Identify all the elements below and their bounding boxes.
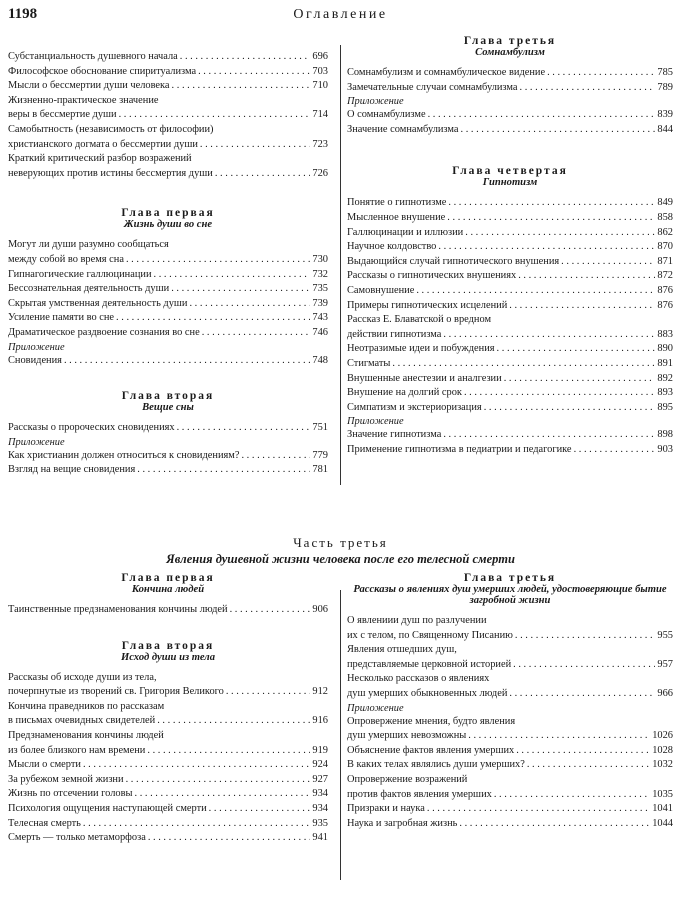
- toc-page-number: 849: [657, 197, 673, 209]
- toc-entry-title: Понятие о гипнотизме: [347, 197, 447, 209]
- leader-dots: [513, 658, 655, 673]
- leader-dots: [443, 428, 655, 443]
- toc-entry-title: Призраки и наука: [347, 803, 425, 815]
- toc-entry-title: Стигматы: [347, 357, 391, 369]
- toc-entry-line: Опровержение возражений: [347, 773, 468, 785]
- toc-page-number: 871: [657, 255, 673, 267]
- toc-entry: [8, 773, 328, 788]
- toc-page-number: 703: [312, 65, 328, 77]
- toc-entry-title: Усиление памяти во сне: [8, 312, 115, 324]
- toc-entry: [8, 138, 328, 153]
- toc-entry: [8, 268, 328, 283]
- leader-dots: [172, 79, 311, 94]
- toc-entry-title: Применение гипнотизма в педиатрии и педагогике: [347, 443, 572, 455]
- toc-entry-title: Галлюцинации и иллюзии: [347, 226, 464, 238]
- toc-entry: [347, 658, 673, 673]
- toc-entry: [8, 297, 328, 312]
- leader-dots: [202, 326, 311, 341]
- toc-entry: [347, 269, 673, 284]
- toc-page-number: 934: [312, 788, 328, 800]
- toc-entry-line: Рассказы об исходе души из тела,: [8, 671, 157, 683]
- chapter-heading: Глава вторая: [121, 390, 215, 403]
- leader-dots: [515, 629, 656, 644]
- chapter-heading: Глава первая: [121, 572, 215, 584]
- leader-dots: [209, 802, 311, 817]
- leader-dots: [200, 138, 311, 153]
- toc-entry-title: между собой во время сна: [8, 253, 124, 265]
- toc-entry: [347, 744, 673, 759]
- toc-entry-title: Философское обоснование спиритуализма: [8, 65, 197, 77]
- chapter-title: Жизнь души во сне: [123, 219, 213, 231]
- leader-dots: [154, 268, 311, 283]
- toc-entry-title: Драматическое раздвоение сознания во сне: [8, 326, 200, 338]
- toc-entry-title: Телесная смерть: [8, 817, 81, 829]
- toc-entry: [8, 79, 328, 94]
- toc-entry: [347, 629, 673, 644]
- leader-dots: [464, 386, 655, 401]
- toc-page-number: 895: [657, 401, 673, 413]
- toc-entry: [347, 788, 673, 803]
- column-divider-bottom: [340, 590, 341, 880]
- column-divider-top: [340, 45, 341, 485]
- leader-dots: [443, 328, 655, 343]
- toc-entry-line: Опровержение мнения, будто явления: [347, 715, 516, 727]
- toc-column-bottom-left: [8, 572, 328, 846]
- toc-page-number: 966: [657, 687, 673, 699]
- toc-entry: [347, 401, 673, 416]
- toc-entry-title: Смерть — только метаморфоза: [8, 832, 146, 844]
- leader-dots: [509, 299, 655, 314]
- leader-dots: [494, 788, 650, 803]
- toc-entry: [347, 357, 673, 372]
- toc-entry-title: Замечательные случаи сомнамбулизма: [347, 81, 518, 93]
- leader-dots: [468, 729, 650, 744]
- toc-entry: [8, 311, 328, 326]
- toc-column-top-right: [347, 35, 673, 457]
- toc-entry: [347, 81, 673, 96]
- toc-entry-title: Гипнагогические галлюцинации: [8, 268, 152, 280]
- leader-dots: [157, 714, 310, 729]
- toc-entry-title: Неотразимые идеи и побуждения: [347, 343, 495, 355]
- toc-page-number: 872: [657, 270, 673, 282]
- toc-page-number: 858: [657, 211, 673, 223]
- chapter-title: Рассказы о явлениях душ умерших людей, удостоверяющие бытие загробной жизни: [353, 584, 667, 606]
- toc-page-number: 1032: [652, 759, 673, 771]
- toc-entry: [347, 802, 673, 817]
- toc-entry: [8, 714, 328, 729]
- toc-entry-line: Самобытность (независимость от философии): [8, 123, 214, 135]
- leader-dots: [459, 817, 650, 832]
- toc-page-number: 903: [657, 443, 673, 455]
- toc-entry-line: Жизненно-практическое значение: [8, 94, 159, 106]
- toc-entry: [347, 729, 673, 744]
- toc-entry: [347, 196, 673, 211]
- toc-page-number: 876: [657, 299, 673, 311]
- leader-dots: [416, 284, 655, 299]
- toc-entry: [347, 240, 673, 255]
- toc-page-number: 893: [657, 387, 673, 399]
- toc-page-number: 1044: [652, 817, 673, 829]
- toc-page-number: 927: [312, 773, 328, 785]
- toc-entry-line: Краткий критический разбор возражений: [8, 153, 192, 165]
- toc-entry: [8, 817, 328, 832]
- toc-entry-title: в письмах очевидных свидетелей: [8, 715, 156, 727]
- toc-entry-line: О явлениии душ по разлучении: [347, 615, 487, 626]
- toc-entry-line: Кончина праведников по рассказам: [8, 700, 165, 712]
- toc-page-number: 726: [312, 167, 328, 179]
- leader-dots: [177, 421, 311, 436]
- toc-entry-line: Могут ли души разумно сообщаться: [8, 239, 169, 251]
- chapter-title: Кончина людей: [131, 584, 205, 595]
- toc-page-number: 876: [657, 284, 673, 296]
- toc-entry-title: Таинственные предзнаменования кончины людей: [8, 604, 228, 615]
- appendix-label: Приложение: [347, 96, 404, 108]
- toc-page-number: 746: [312, 326, 328, 338]
- toc-entry-title: За рубежом земной жизни: [8, 773, 124, 785]
- toc-page-number: 924: [312, 759, 328, 771]
- toc-page-number: 748: [312, 354, 328, 366]
- toc-entry-title: Жизнь по отсечении головы: [8, 788, 133, 800]
- toc-entry: [8, 108, 328, 123]
- toc-entry: [347, 758, 673, 773]
- leader-dots: [461, 123, 656, 138]
- chapter-heading: Глава первая: [121, 207, 215, 220]
- toc-page-number: 955: [657, 629, 673, 641]
- spacer: [8, 181, 328, 193]
- appendix-label: Приложение: [347, 702, 404, 714]
- toc-page-number: 934: [312, 802, 328, 814]
- leader-dots: [180, 50, 311, 65]
- spacer: [8, 368, 328, 376]
- toc-entry-title: почерпнутые из творений св. Григория Великого: [8, 686, 224, 698]
- appendix-label: Приложение: [8, 341, 65, 353]
- toc-entry-title: Рассказы о пророческих сновидениях: [8, 422, 175, 434]
- toc-entry: [347, 299, 673, 314]
- toc-entry: [347, 66, 673, 81]
- toc-entry: [8, 421, 328, 436]
- leader-dots: [119, 108, 311, 123]
- chapter-title: Сомнамбулизм: [475, 47, 545, 58]
- toc-entry-title: Внушение на долгий срок: [347, 387, 462, 399]
- leader-dots: [497, 342, 656, 357]
- toc-entry-title: душ умерших невозможны: [347, 730, 467, 742]
- toc-page-number: 839: [657, 109, 673, 121]
- toc-page-number: 916: [312, 715, 328, 727]
- leader-dots: [574, 443, 656, 458]
- spacer: [8, 618, 328, 626]
- toc-entry: [8, 758, 328, 773]
- toc-entry: [8, 282, 328, 297]
- toc-entry: [8, 802, 328, 817]
- leader-dots: [126, 253, 310, 268]
- toc-entry-title: Психология ощущения наступающей смерти: [8, 802, 207, 814]
- toc-entry-title: В каких телах являлись души умерших?: [347, 759, 525, 771]
- toc-entry-title: Субстанциальность душевного начала: [8, 51, 178, 62]
- toc-page-number: 743: [312, 312, 328, 324]
- toc-entry-title: Значение сомнамбулизма: [347, 123, 459, 135]
- leader-dots: [198, 65, 310, 80]
- toc-entry: [8, 831, 328, 846]
- leader-dots: [135, 787, 311, 802]
- leader-dots: [427, 802, 650, 817]
- toc-entry: [347, 284, 673, 299]
- toc-page-number: 751: [312, 422, 328, 434]
- toc-entry-title: Взгляд на вещие сновидения: [8, 464, 136, 476]
- leader-dots: [126, 773, 311, 788]
- leader-dots: [527, 758, 650, 773]
- toc-entry-line: Несколько рассказов о явлениях: [347, 673, 490, 685]
- leader-dots: [64, 354, 310, 369]
- leader-dots: [520, 81, 656, 96]
- toc-column-top-left: [8, 50, 328, 478]
- toc-entry: [347, 817, 673, 832]
- toc-entry-title: Мысли о смерти: [8, 759, 81, 771]
- toc-entry-title: Объяснение фактов явления умерших: [347, 744, 515, 756]
- toc-page-number: 1028: [652, 744, 673, 756]
- toc-entry: [347, 328, 673, 343]
- toc-entry-title: Значение гипнотизма: [347, 429, 442, 441]
- toc-page-number: 1035: [652, 788, 673, 800]
- toc-page-number: 892: [657, 372, 673, 384]
- toc-entry: [347, 342, 673, 357]
- toc-entry-line: Явления отшедших душ,: [347, 644, 457, 656]
- toc-page-number: 696: [312, 51, 328, 62]
- toc-page-number: 789: [657, 81, 673, 93]
- toc-page-number: 870: [657, 241, 673, 253]
- leader-dots: [518, 269, 655, 284]
- toc-entry: [347, 428, 673, 443]
- toc-entry: [347, 255, 673, 270]
- toc-entry-line: Рассказ Е. Блаватской о вредном: [347, 314, 492, 326]
- toc-entry: [8, 603, 328, 618]
- toc-entry-title: Выдающийся случай гипнотического внушения: [347, 255, 560, 267]
- toc-page-number: 844: [657, 123, 673, 135]
- leader-dots: [438, 240, 655, 255]
- leader-dots: [171, 282, 310, 297]
- toc-entry-title: Научное колдовство: [347, 241, 437, 253]
- toc-page-number: 912: [312, 686, 328, 698]
- toc-page-number: 891: [657, 357, 673, 369]
- toc-entry-title: действии гипнотизма: [347, 328, 442, 340]
- part-title: Явления душевной жизни человека после его телесной смерти: [166, 552, 515, 566]
- toc-entry-title: из более близкого нам времени: [8, 744, 146, 756]
- toc-entry-title: Мысли о бессмертии души человека: [8, 80, 170, 92]
- chapter-heading: Глава третья: [463, 572, 557, 584]
- toc-entry-title: Внушенные анестезии и аналгезии: [347, 372, 502, 384]
- toc-entry: [347, 226, 673, 241]
- toc-entry-title: Самовнушение: [347, 284, 415, 296]
- toc-entry-title: душ умерших обыкновенных людей: [347, 687, 508, 699]
- toc-page-number: 919: [312, 744, 328, 756]
- toc-entry: [347, 211, 673, 226]
- toc-page-number: 898: [657, 429, 673, 441]
- toc-entry-line: Предзнаменования кончины людей: [8, 729, 164, 741]
- toc-entry-title: Бессознательная деятельность души: [8, 283, 170, 295]
- toc-entry-title: веры в бессмертие души: [8, 109, 117, 121]
- leader-dots: [215, 167, 311, 182]
- toc-entry-title: Сомнамбулизм и сомнамбулическое видение: [347, 67, 546, 78]
- toc-entry-title: Симпатизм и экстериоризация: [347, 401, 482, 413]
- toc-entry-title: О сомнамбулизме: [347, 109, 426, 121]
- toc-entry-title: представляемые церковной историей: [347, 658, 512, 670]
- toc-entry: [8, 253, 328, 268]
- leader-dots: [561, 255, 655, 270]
- chapter-title: Гипнотизм: [482, 177, 538, 189]
- toc-page-number: 710: [312, 80, 328, 92]
- toc-page-number: 714: [312, 109, 328, 121]
- toc-entry: [347, 443, 673, 458]
- toc-page-number: 732: [312, 268, 328, 280]
- leader-dots: [465, 226, 655, 241]
- leader-dots: [509, 687, 655, 702]
- toc-entry: [8, 50, 328, 65]
- toc-page-number: 730: [312, 253, 328, 265]
- leader-dots: [484, 401, 656, 416]
- toc-page-number: 883: [657, 328, 673, 340]
- toc-entry: [347, 687, 673, 702]
- toc-entry: [8, 326, 328, 341]
- toc-entry-title: их с телом, по Священному Писанию: [347, 629, 513, 641]
- chapter-title: Исход души из тела: [120, 651, 216, 663]
- toc-entry: [347, 372, 673, 387]
- toc-page-number: 941: [312, 832, 328, 844]
- toc-column-bottom-right: [347, 572, 673, 831]
- toc-entry-title: против фактов явления умерших: [347, 788, 492, 800]
- toc-page-number: 781: [312, 464, 328, 476]
- chapter-heading: Глава вторая: [121, 639, 215, 652]
- leader-dots: [447, 211, 655, 226]
- leader-dots: [241, 449, 310, 464]
- toc-entry: [8, 787, 328, 802]
- leader-dots: [147, 744, 310, 759]
- leader-dots: [547, 66, 655, 81]
- toc-entry: [347, 123, 673, 138]
- leader-dots: [392, 357, 655, 372]
- leader-dots: [189, 297, 310, 312]
- toc-entry-title: Скрытая умственная деятельность души: [8, 297, 188, 309]
- leader-dots: [226, 685, 311, 700]
- toc-page-number: 906: [312, 604, 328, 615]
- toc-page-number: 935: [312, 817, 328, 829]
- toc-page-number: 785: [657, 67, 673, 78]
- toc-page-number: 862: [657, 226, 673, 238]
- page-number: 1198: [8, 6, 38, 22]
- spacer: [347, 137, 673, 151]
- leader-dots: [448, 196, 655, 211]
- toc-entry: [8, 744, 328, 759]
- leader-dots: [428, 108, 656, 123]
- toc-page-number: 735: [312, 283, 328, 295]
- toc-entry: [8, 65, 328, 80]
- toc-entry: [8, 463, 328, 478]
- toc-page-number: 957: [657, 658, 673, 670]
- toc-page-number: 890: [657, 343, 673, 355]
- leader-dots: [148, 831, 311, 846]
- leader-dots: [116, 311, 310, 326]
- toc-entry: [8, 685, 328, 700]
- leader-dots: [83, 758, 310, 773]
- leader-dots: [83, 817, 310, 832]
- toc-entry: [8, 354, 328, 369]
- toc-page-number: 739: [312, 297, 328, 309]
- toc-entry-title: Примеры гипнотических исцелений: [347, 299, 508, 311]
- leader-dots: [516, 744, 650, 759]
- toc-page-number: 723: [312, 138, 328, 150]
- appendix-label: Приложение: [8, 436, 65, 448]
- chapter-heading: Глава четвертая: [452, 165, 568, 178]
- toc-page-number: 1041: [652, 803, 673, 815]
- chapter-heading: Глава третья: [463, 35, 557, 47]
- toc-entry-title: христианского догмата о бессмертии души: [8, 138, 198, 150]
- toc-entry: [8, 449, 328, 464]
- toc-page-number: 1026: [652, 730, 673, 742]
- running-head: Оглавление: [293, 7, 388, 22]
- leader-dots: [230, 603, 311, 618]
- toc-entry: [347, 386, 673, 401]
- toc-entry-title: Мысленное внушение: [347, 211, 446, 223]
- leader-dots: [504, 372, 656, 387]
- toc-entry-title: Наука и загробная жизнь: [347, 817, 458, 829]
- toc-entry: [347, 108, 673, 123]
- toc-entry-title: Рассказы о гипнотических внушениях: [347, 270, 517, 282]
- toc-page-number: 779: [312, 449, 328, 461]
- toc-entry-title: Как христианин должен относиться к сновидениям?: [8, 449, 240, 461]
- chapter-title: Вещие сны: [142, 402, 194, 414]
- leader-dots: [137, 463, 310, 478]
- part-label: Часть третья: [293, 535, 388, 550]
- toc-entry-title: Сновидения: [8, 354, 62, 366]
- toc-entry: [8, 167, 328, 182]
- toc-entry-title: неверующих против истины бессмертия души: [8, 167, 213, 179]
- appendix-label: Приложение: [347, 416, 404, 428]
